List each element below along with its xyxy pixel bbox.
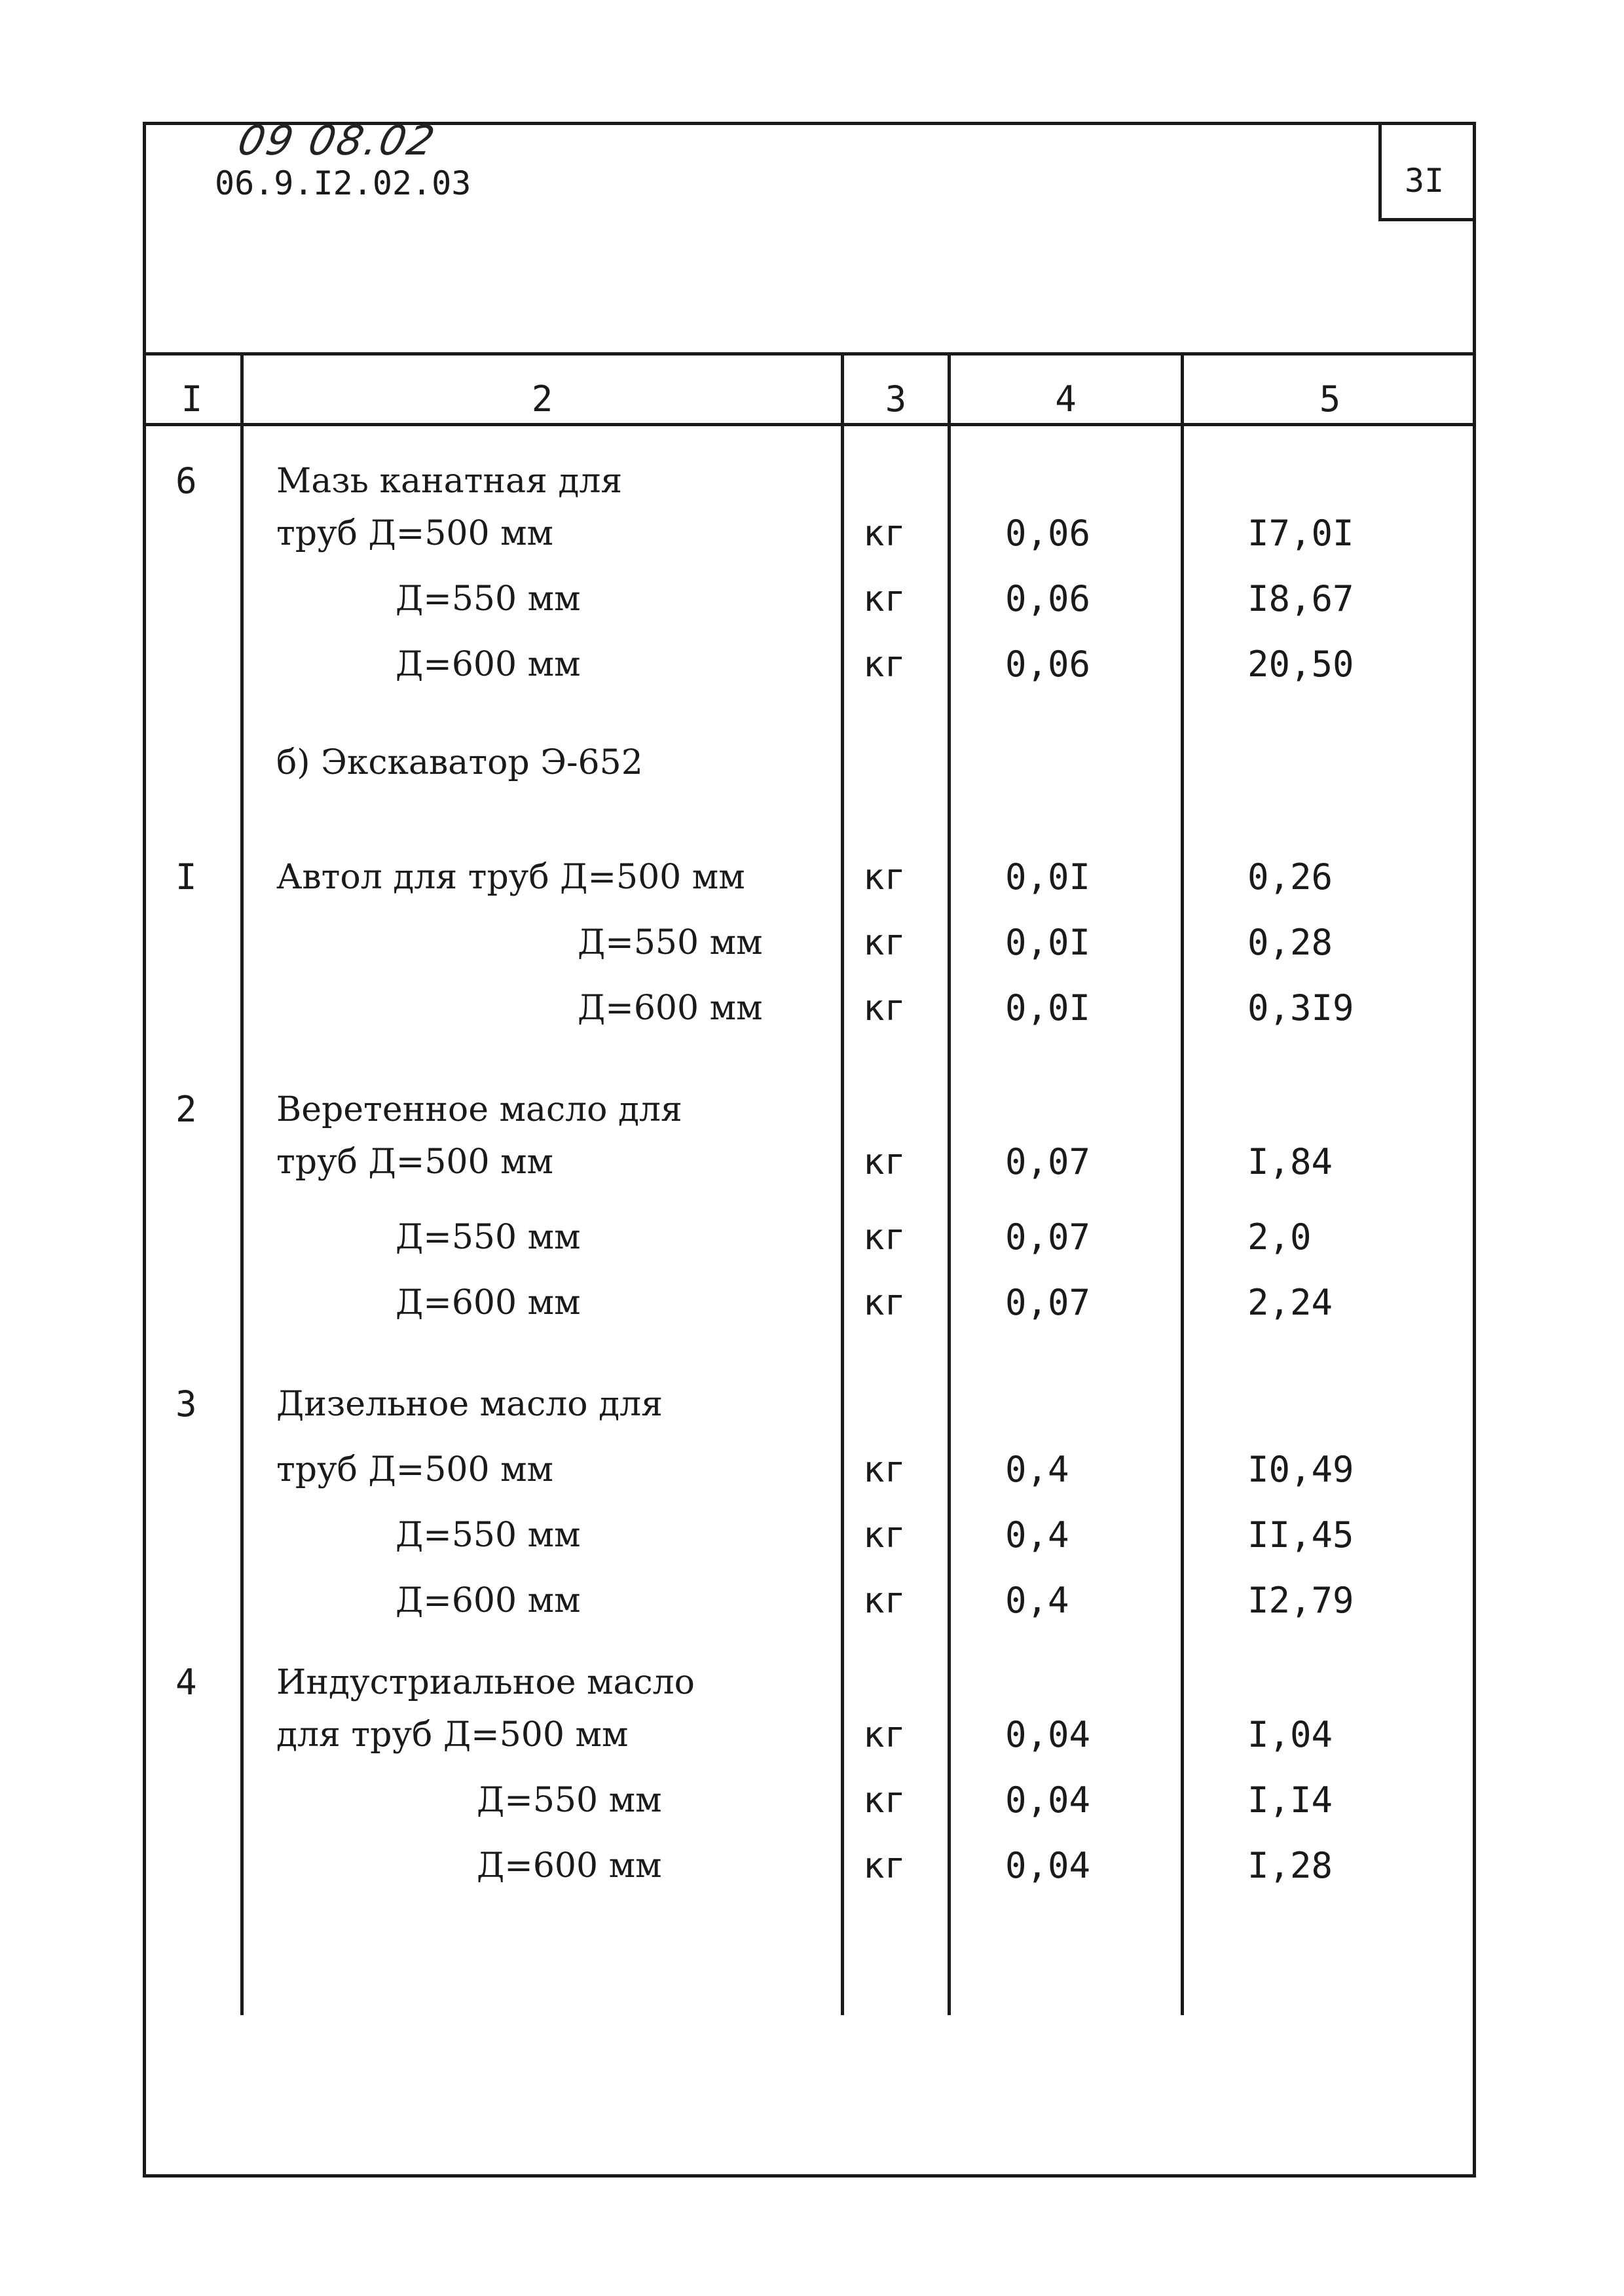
- row-number: 4: [175, 1662, 197, 1703]
- handwritten-code: 09 08.02: [234, 117, 441, 164]
- material-name: Автол для труб Д=500 мм: [276, 858, 745, 897]
- quantity-cell: 0,07: [1005, 1216, 1091, 1258]
- quantity-cell: 0,06: [1005, 513, 1091, 554]
- cost-cell: I8,67: [1247, 578, 1354, 619]
- cost-cell: II,45: [1247, 1514, 1354, 1556]
- document-code: 06.9.I2.02.03: [215, 164, 471, 202]
- material-name: Д=600 мм: [396, 1283, 581, 1322]
- unit-cell: кг: [863, 578, 906, 619]
- cost-cell: I,04: [1247, 1714, 1333, 1755]
- cost-cell: 0,3I9: [1247, 987, 1354, 1029]
- unit-cell: кг: [863, 1449, 906, 1490]
- material-name: Д=550 мм: [396, 1218, 581, 1257]
- cost-cell: 0,28: [1247, 922, 1333, 963]
- unit-cell: кг: [863, 1216, 906, 1258]
- material-name: Мазь канатная для: [276, 462, 623, 501]
- column-divider: [1181, 352, 1184, 2015]
- unit-cell: кг: [863, 1779, 906, 1821]
- material-name: труб Д=500 мм: [276, 1450, 554, 1489]
- cost-cell: 2,0: [1247, 1216, 1312, 1258]
- quantity-cell: 0,07: [1005, 1282, 1091, 1323]
- unit-cell: кг: [863, 987, 906, 1029]
- quantity-cell: 0,04: [1005, 1714, 1091, 1755]
- material-name: Д=600 мм: [396, 1581, 581, 1620]
- quantity-cell: 0,06: [1005, 644, 1091, 685]
- quantity-cell: 0,4: [1005, 1580, 1069, 1621]
- column-header-2: 2: [531, 378, 553, 420]
- material-name: Индустриальное масло: [276, 1663, 695, 1702]
- material-name: Д=550 мм: [578, 923, 763, 962]
- unit-cell: кг: [863, 1714, 906, 1755]
- quantity-cell: 0,07: [1005, 1141, 1091, 1182]
- cost-cell: 2,24: [1247, 1282, 1333, 1323]
- material-name: труб Д=500 мм: [276, 1142, 554, 1182]
- cost-cell: I2,79: [1247, 1580, 1354, 1621]
- unit-cell: кг: [863, 1845, 906, 1886]
- material-name: Веретенное масло для: [276, 1090, 682, 1129]
- unit-cell: кг: [863, 922, 906, 963]
- cost-cell: I,28: [1247, 1845, 1333, 1886]
- table-top-rule: [143, 352, 1476, 355]
- cost-cell: 20,50: [1247, 644, 1354, 685]
- unit-cell: кг: [863, 1282, 906, 1323]
- unit-cell: кг: [863, 513, 906, 554]
- material-name: Д=600 мм: [578, 989, 763, 1028]
- quantity-cell: 0,0I: [1005, 856, 1091, 898]
- quantity-cell: 0,4: [1005, 1514, 1069, 1556]
- unit-cell: кг: [863, 1580, 906, 1621]
- column-header-1: I: [181, 378, 203, 420]
- row-number: 3: [175, 1383, 197, 1425]
- material-name: Д=600 мм: [477, 1846, 662, 1886]
- material-name: Д=550 мм: [477, 1781, 662, 1820]
- column-header-5: 5: [1319, 378, 1341, 420]
- row-number: I: [175, 856, 197, 898]
- column-header-3: 3: [885, 378, 907, 420]
- material-name: Дизельное масло для: [276, 1385, 663, 1424]
- column-header-4: 4: [1055, 378, 1077, 420]
- column-divider: [948, 352, 951, 2015]
- quantity-cell: 0,0I: [1005, 922, 1091, 963]
- row-number: 2: [175, 1089, 197, 1130]
- unit-cell: кг: [863, 856, 906, 898]
- cost-cell: I0,49: [1247, 1449, 1354, 1490]
- quantity-cell: 0,4: [1005, 1449, 1069, 1490]
- material-name: Д=550 мм: [396, 579, 581, 619]
- material-name: Д=600 мм: [396, 645, 581, 684]
- column-header-rule: [143, 423, 1476, 426]
- cost-cell: I,I4: [1247, 1779, 1333, 1821]
- column-divider: [240, 352, 244, 2015]
- cost-cell: I,84: [1247, 1141, 1333, 1182]
- unit-cell: кг: [863, 1141, 906, 1182]
- quantity-cell: 0,06: [1005, 578, 1091, 619]
- material-name: Д=550 мм: [396, 1516, 581, 1555]
- material-name: б) Экскаватор Э-652: [276, 743, 643, 782]
- cost-cell: I7,0I: [1247, 513, 1354, 554]
- quantity-cell: 0,0I: [1005, 987, 1091, 1029]
- cost-cell: 0,26: [1247, 856, 1333, 898]
- page-number: 3I: [1405, 162, 1445, 200]
- unit-cell: кг: [863, 1514, 906, 1556]
- unit-cell: кг: [863, 644, 906, 685]
- quantity-cell: 0,04: [1005, 1845, 1091, 1886]
- material-name: труб Д=500 мм: [276, 514, 554, 553]
- column-divider: [841, 352, 844, 2015]
- material-name: для труб Д=500 мм: [276, 1715, 629, 1755]
- row-number: 6: [175, 460, 197, 501]
- quantity-cell: 0,04: [1005, 1779, 1091, 1821]
